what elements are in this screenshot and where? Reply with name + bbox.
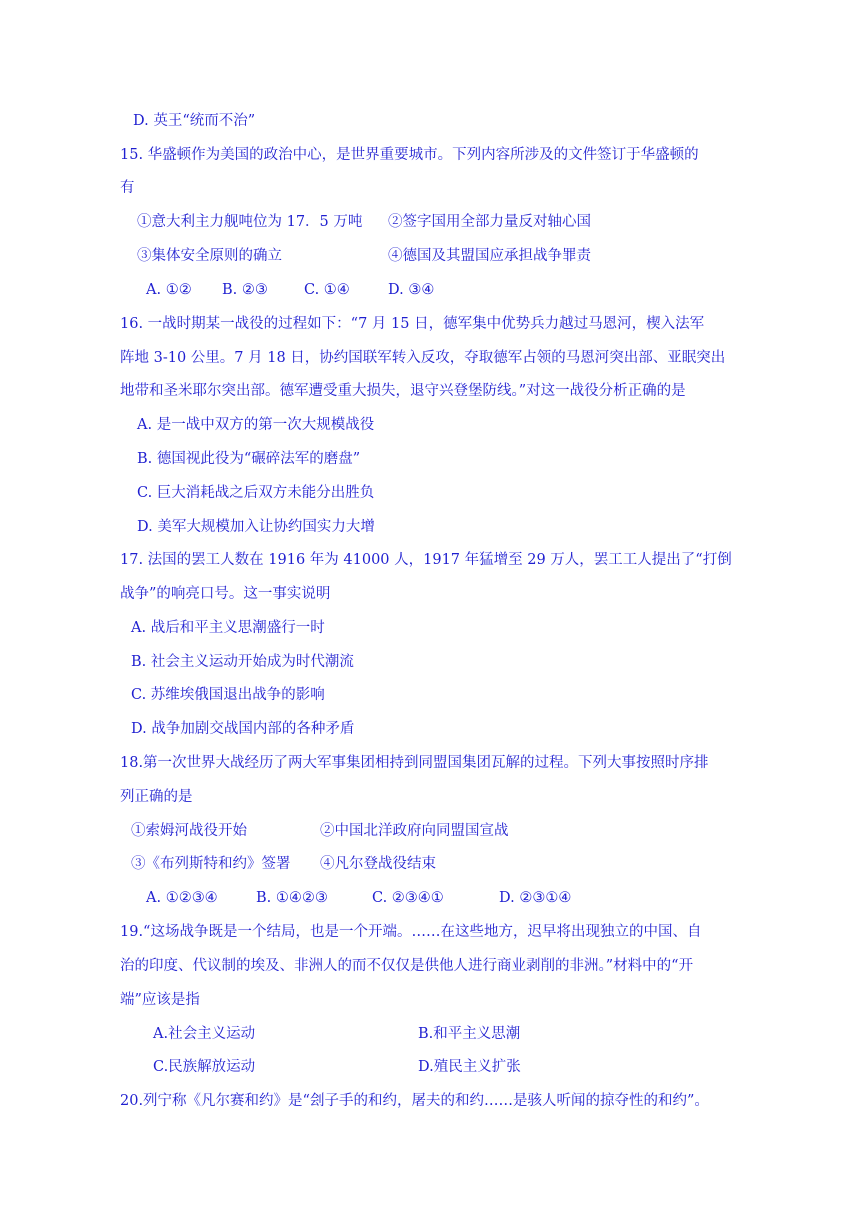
q19-option-c[interactable]: C.民族解放运动 xyxy=(153,1059,256,1075)
q15-option-a[interactable]: A. ①② xyxy=(146,282,192,298)
q15-option-c[interactable]: C. ①④ xyxy=(304,282,350,298)
q15-item-2: ②签字国用全部力量反对轴心国 xyxy=(388,214,591,230)
q14-option-d: D. 英王“统而不治” xyxy=(133,113,256,129)
q18-option-a[interactable]: A. ①②③④ xyxy=(146,890,218,906)
q19-option-b[interactable]: B.和平主义思潮 xyxy=(418,1026,521,1042)
q19-stem-line-1: 19.“这场战争既是一个结局，也是一个开端。……在这些地方，迟早将出现独立的中国、自 xyxy=(120,924,702,940)
q16-option-a[interactable]: A. 是一战中双方的第一次大规模战役 xyxy=(137,417,375,433)
q16-stem-line-1: 16. 一战时期某一战役的过程如下：“7 月 15 日，德军集中优势兵力越过马恩河，楔入法军 xyxy=(120,316,705,332)
q17-option-d[interactable]: D. 战争加剧交战国内部的各种矛盾 xyxy=(131,721,355,737)
q19-option-a[interactable]: A.社会主义运动 xyxy=(153,1026,256,1042)
q18-item-4: ④凡尔登战役结束 xyxy=(320,856,436,872)
q15-stem-line-1: 15. 华盛顿作为美国的政治中心，是世界重要城市。下列内容所涉及的文件签订于华盛顿的 xyxy=(120,147,699,163)
q15-option-b[interactable]: B. ②③ xyxy=(222,282,268,298)
q17-option-b[interactable]: B. 社会主义运动开始成为时代潮流 xyxy=(131,654,354,670)
q15-item-3: ③集体安全原则的确立 xyxy=(137,248,282,264)
q18-option-b[interactable]: B. ①④②③ xyxy=(256,890,328,906)
q18-option-d[interactable]: D. ②③①④ xyxy=(499,890,572,906)
q20-stem-line-1: 20.列宁称《凡尔赛和约》是“刽子手的和约，屠夫的和约……是骇人听闻的掠夺性的和约”。 xyxy=(120,1093,709,1109)
q17-option-c[interactable]: C. 苏维埃俄国退出战争的影响 xyxy=(131,687,325,703)
q16-stem-line-3: 地带和圣米耶尔突出部。德军遭受重大损失，退守兴登堡防线。”对这一战役分析正确的是 xyxy=(120,383,686,399)
q15-item-1: ①意大利主力舰吨位为 17．5 万吨 xyxy=(137,214,363,230)
q16-option-b[interactable]: B. 德国视此役为“碾碎法军的磨盘” xyxy=(137,451,361,467)
q18-stem-line-1: 18.第一次世界大战经历了两大军事集团相持到同盟国集团瓦解的过程。下列大事按照时序排 xyxy=(120,755,709,771)
q19-option-d[interactable]: D.殖民主义扩张 xyxy=(418,1059,521,1075)
q17-option-a[interactable]: A. 战后和平主义思潮盛行一时 xyxy=(131,620,325,636)
q17-stem-line-2: 战争”的响亮口号。这一事实说明 xyxy=(120,586,331,602)
q18-option-c[interactable]: C. ②③④① xyxy=(372,890,444,906)
q16-option-d[interactable]: D. 美军大规模加入让协约国实力大增 xyxy=(137,519,375,535)
q16-option-c[interactable]: C. 巨大消耗战之后双方未能分出胜负 xyxy=(137,485,375,501)
q19-stem-line-2: 治的印度、代议制的埃及、非洲人的而不仅仅是供他人进行商业剥削的非洲。”材料中的“开 xyxy=(120,958,694,974)
q18-item-3: ③《布列斯特和约》签署 xyxy=(131,856,291,872)
q17-stem-line-1: 17. 法国的罢工人数在 1916 年为 41000 人，1917 年猛增至 29 万人，罢工工人提出了“打倒 xyxy=(120,552,732,568)
q18-item-1: ①索姆河战役开始 xyxy=(131,823,247,839)
q18-stem-line-2: 列正确的是 xyxy=(120,789,193,805)
q15-option-d[interactable]: D. ③④ xyxy=(388,282,435,298)
q19-stem-line-3: 端”应该是指 xyxy=(120,992,200,1008)
q16-stem-line-2: 阵地 3-10 公里。7 月 18 日，协约国联军转入反攻，夺取德军占领的马恩河突出部、亚眠突出 xyxy=(120,350,726,366)
q18-item-2: ②中国北洋政府向同盟国宣战 xyxy=(320,823,509,839)
q15-item-4: ④德国及其盟国应承担战争罪责 xyxy=(388,248,591,264)
q15-stem-line-2: 有 xyxy=(120,180,135,196)
